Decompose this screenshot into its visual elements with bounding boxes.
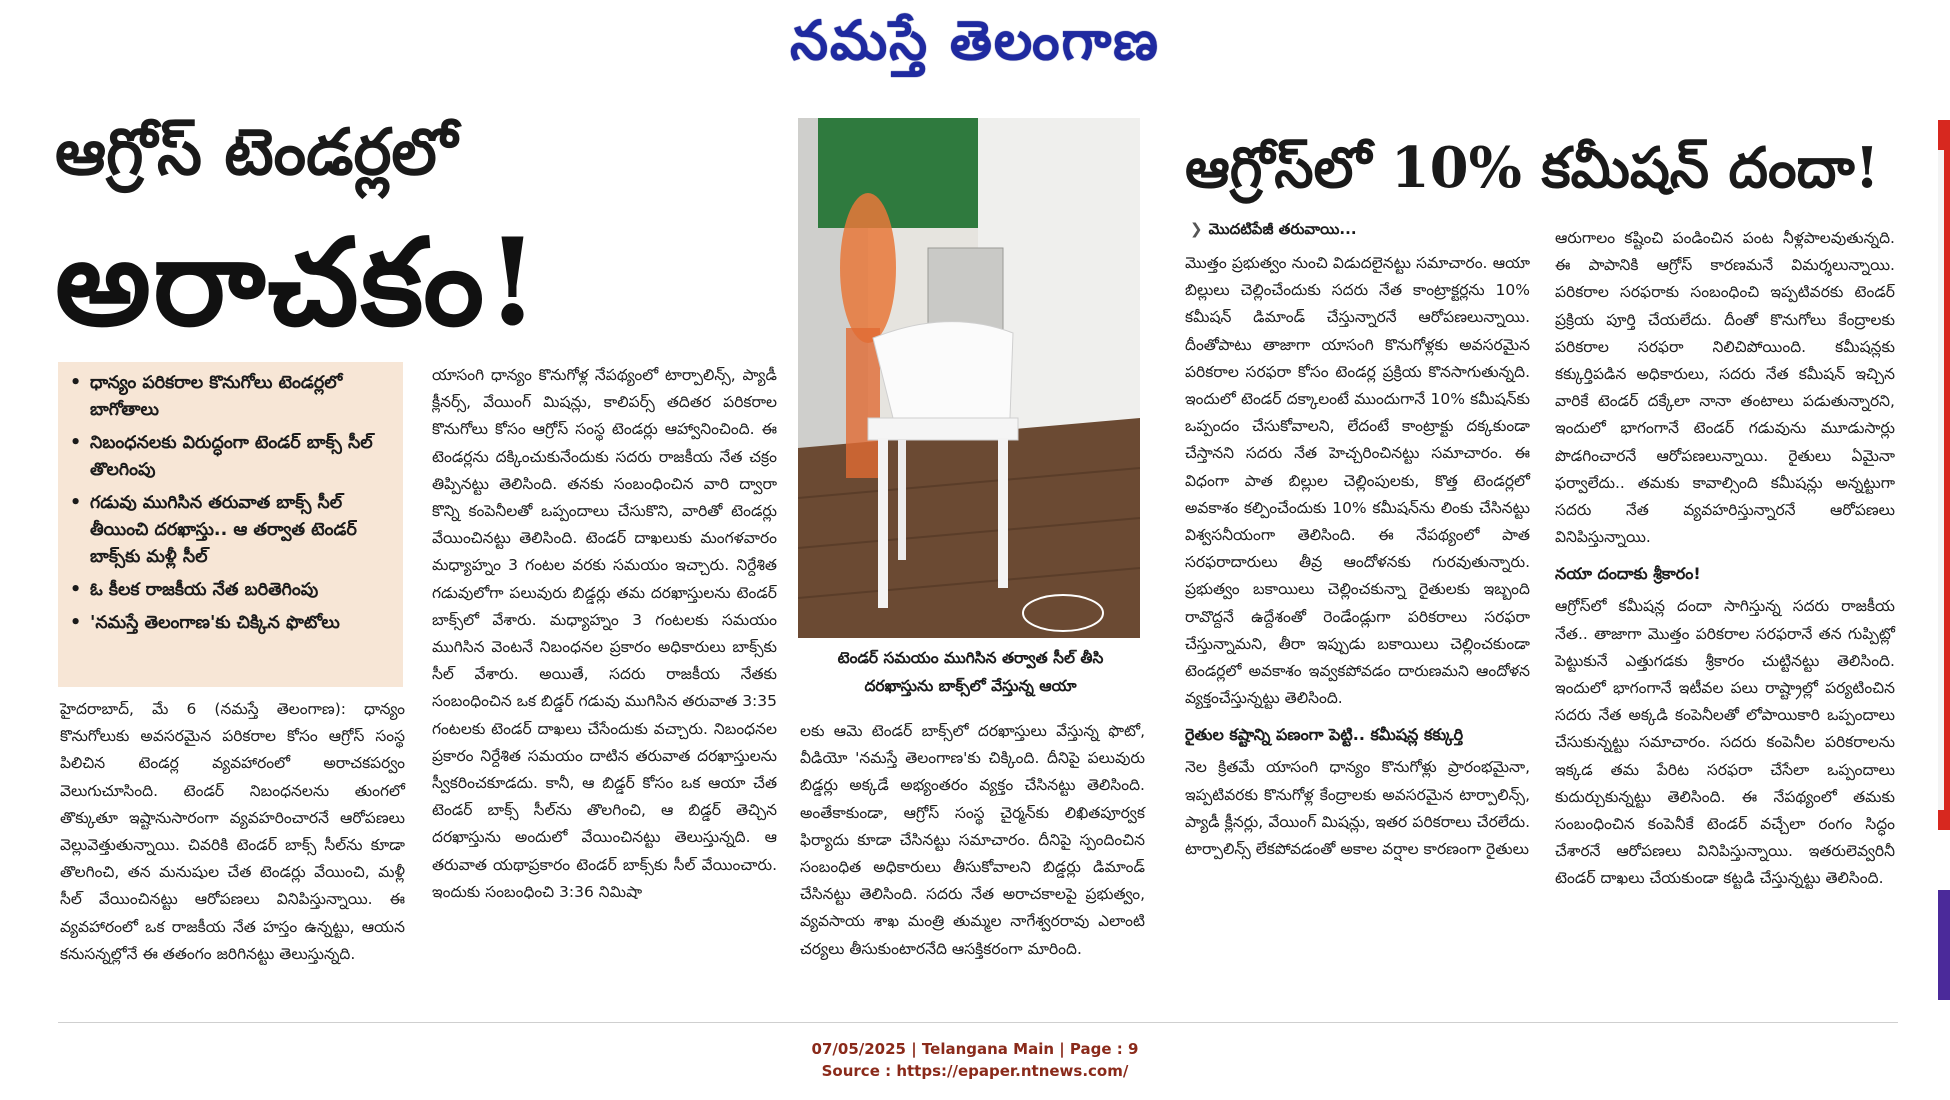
headline-line2: అరాచకం! xyxy=(55,212,541,353)
highlights-list xyxy=(68,370,393,637)
highlights-box xyxy=(58,362,403,687)
highlight-item: • గడువు ముగిసిన తరువాత బాక్స్ సీల్ తీయించి దరఖాస్తు.. ఆ తర్వాత టెండర్ బాక్స్‌కు మళ్లీ సీల్ xyxy=(68,490,393,571)
column-text: హైదరాబాద్, మే 6 (నమస్తే తెలంగాణ): ధాన్యం కొనుగోలుకు అవసరమైన పరికరాల కోసం ఆగ్రోస్ సంస్థ పిలిచిన టెండర్ల వ్యవహారంలో అరాచకపర్వం వెలుగుచూసింది. టెండర్ నిబంధనలను తుంగలో తొక్కుతూ ఇష్టానుసారంగా వ్యవహరించారనే ఆరోపణలు వెల్లువెత్తుతున్నాయి. చివరికి టెండర్ బాక్స్ సీల్‌ను కూడా తొలగించి, తన మనుషుల చేత టెండర్లు వేయించి, మళ్లీ సీల్ వేయించినట్టు ఆరోపణలు వినిపిస్తున్నాయి. ఈ వ్యవహారంలో ఒక రాజకీయ నేత హస్తం ఉన్నట్టు, ఆయన కనుసన్నల్లోనే ఈ తతంగం జరిగినట్టు తెలుస్తున్నది. xyxy=(60,700,405,963)
bullet-icon: • xyxy=(70,433,82,453)
column-text: మొత్తం ప్రభుత్వం నుంచి విడుదలైనట్టు సమాచారం. ఆయా బిల్లులు చెల్లించేందుకు సదరు నేత కాంట్రాక్టర్లను 10% కమీషన్ డిమాండ్ చేస్తున్నారనే ఆరోపణలున్నాయి. దీంతోపాటు తాజాగా యాసంగి కొనుగోళ్లకు అవసరమైన పరికరాల సరఫరా కోసం టెండర్ల ప్రక్రియ కొనసాగుతున్నది. ఇందులో టెండర్ దక్కాలంటే ముందుగానే 10% కమీషన్‌కు ఒప్పందం చేసుకోవాలని, లేదంటే కాంట్రాక్టు దక్కకుండా చేస్తానని సదరు నేత హెచ్చరించినట్టు సమాచారం. ఈ విధంగా పాత బిల్లుల చెల్లింపులకు, కొత్త టెండర్లలో అవకాశం కల్పించేందుకు 10% కమీషన్‌ను లింకు చేసినట్టు విశ్వసనీయంగా తెలిసింది. ఈ నేపథ్యంలో పాత సరఫరాదారులు తీవ్ర ఆందోళనకు గురవుతున్నారు. ప్రభుత్వం బకాయిలు చెల్లించకున్నా రైతులకు ఇబ్బంది రావొద్దనే ఉద్దేశంతో రెండేండ్లుగా పరికరాలు సరఫరా చేస్తున్నామని, తీరా ఇప్పుడు బకాయిలు చెల్లించకుండా టెండర్లలో అవకాశం ఇవ్వకపోవడం దారుణమని ఆందోళన వ్యక్తంచేస్తున్నట్టు తెలిసింది. xyxy=(1185,254,1530,708)
article-column-5 xyxy=(1555,225,1895,893)
photo-illustration xyxy=(798,118,1140,638)
headline-line1: ఆగ్రోస్ టెండర్లలో xyxy=(55,115,458,190)
chevron-right-icon: ❯ xyxy=(1190,220,1203,238)
masthead-title: నమస్తే తెలంగాణ xyxy=(790,8,1160,72)
article-column-2 xyxy=(432,362,777,906)
column-text: లకు ఆమె టెండర్ బాక్స్‌లో దరఖాస్తులు వేస్తున్న ఫొటో, వీడియో 'నమస్తే తెలంగాణ'కు చిక్కింది. దీనిపై పలువురు బిడ్డర్లు అక్కడే అభ్యంతరం వ్యక్తం చేసినట్టు తెలిసింది. అంతేకాకుండా, ఆగ్రోస్ సంస్థ చైర్మన్‌కు లిఖితపూర్వక ఫిర్యాదు కూడా చేసినట్టు సమాచారం. దీనిపై స్పందించిన సంబంధిత అధికారులు తీసుకోవాలని బిడ్డర్లు డిమాండ్ చేసినట్టు తెలిసింది. సదరు నేత అరాచకాలపై ప్రభుత్వం, వ్యవసాయ శాఖ మంత్రి తుమ్మల నాగేశ్వరరావు ఎలాంటి చర్యలు తీసుకుంటారనేది ఆసక్తికరంగా మారింది. xyxy=(800,722,1145,958)
column-text: ఆరుగాలం కష్టించి పండించిన పంట నీళ్లపాలవుతున్నది. ఈ పాపానికి ఆగ్రోస్ కారణమనే విమర్శలున్నాయి. పరికరాల సరఫరాకు సంబంధించి ఇప్పటివరకు టెండర్ ప్రక్రియ పూర్తి చేయలేదు. దీంతో కొనుగోలు కేంద్రాలకు పరికరాల సరఫరా నిలిచిపోయింది. కమీషన్లకు కక్కుర్తిపడిన అధికారులు, సదరు నేత కమీషన్ ఇచ్చిన వారికే టెండర్ దక్కేలా నానా తంటాలు పడుతున్నారని, ఇందులో భాగంగానే టెండర్ గడువును మూడుసార్లు పొడగించారనే ఆరోపణలున్నాయి. రైతులు ఏమైనా ఫర్వాలేదు.. తమకు కావాల్సింది కమీషన్లు అన్నట్టుగా సదరు నేత వ్యవహరిస్తున్నారనే ఆరోపణలు వినిపిస్తున్నాయి. xyxy=(1555,229,1895,547)
article-column-4 xyxy=(1185,250,1530,863)
subheading: రైతుల కష్టాన్ని పణంగా పెట్టి.. కమీషన్ల కక్కుర్తి xyxy=(1185,725,1464,745)
edge-white-strip xyxy=(1938,150,1944,810)
highlight-item: • ధాన్యం పరికరాల కొనుగోలు టెండర్లలో బాగోతాలు xyxy=(68,370,393,424)
masthead xyxy=(0,8,1950,86)
bullet-icon: • xyxy=(70,613,82,633)
footer xyxy=(0,1038,1950,1082)
column-text: యాసంగి ధాన్యం కొనుగోళ్ల నేపథ్యంలో టార్పాలిన్స్, ప్యాడీ క్లీనర్స్, వేయింగ్ మిషన్లు, కాలిపర్స్ తదితర పరికరాల కొనుగోలు కోసం ఆగ్రోస్ సంస్థ టెండర్లు ఆహ్వానించింది. ఈ టెండర్లను దక్కించుకునేందుకు సదరు రాజకీయ నేత చక్రం తిప్పినట్టు తెలిసింది. తనకు సంబంధించిన వారి ద్వారా కొన్ని కంపెనీలతో ఒప్పందాలు చేసుకొని, వారితో టెండర్లు వేయించినట్టు తెలిసింది. టెండర్ దాఖలుకు మంగళవారం మధ్యాహ్నం 3 గంటల వరకు సమయం ఇచ్చారు. నిర్దేశిత గడువులోగా పలువురు బిడ్డర్లు తమ దరఖాస్తులను టెండర్ బాక్స్‌లో వేశారు. మధ్యాహ్నం 3 గంటలకు సమయం ముగిసిన వెంటనే నిబంధనల ప్రకారం అధికారులు బాక్స్‌కు సీల్ వేశారు. అయితే, సదరు రాజకీయ నేతకు సంబంధించిన ఒక బిడ్డర్ గడువు ముగిసిన తరువాత 3:35 గంటలకు టెండర్ దాఖలు చేసేందుకు వచ్చారు. నిబంధనల ప్రకారం నిర్దేశిత సమయం దాటిన తరువాత దరఖాస్తులను స్వీకరించకూడదు. కానీ, ఆ బిడ్డర్ కోసం ఒక ఆయా చేత టెండర్ బాక్స్ సీల్‌ను తొలగించి, ఆ బిడ్డర్ తెచ్చిన దరఖాస్తును అందులో వేయించినట్టు తెలుస్తున్నది. ఆ తరువాత యథాప్రకారం టెండర్ బాక్స్‌కు సీల్ వేయించారు. ఇందుకు సంబంధించి 3:36 నిమిషా xyxy=(432,366,777,901)
footer-divider xyxy=(58,1022,1898,1023)
edge-purple-strip xyxy=(1938,890,1950,1000)
highlight-item: • 'నమస్తే తెలంగాణ'కు చిక్కిన ఫొటోలు xyxy=(68,610,393,637)
subheading: నయా దందాకు శ్రీకారం! xyxy=(1555,564,1701,584)
news-photo xyxy=(798,118,1140,638)
bullet-icon: • xyxy=(70,373,82,393)
right-headline: ఆగ్రోస్‌లో 10% కమీషన్ దందా! xyxy=(1185,135,1880,201)
highlight-item: • నిబంధనలకు విరుద్ధంగా టెండర్ బాక్స్ సీల్ తొలగింపు xyxy=(68,430,393,484)
column-text: నెల క్రితమే యాసంగి ధాన్యం కొనుగోళ్లు ప్రారంభమైనా, ఇప్పటివరకు కొనుగోళ్ల కేంద్రాలకు అవసరమైన టార్పాలిన్స్, ప్యాడీ క్లీనర్లు, వేయింగ్ మిషన్లు, ఇతర పరికరాలు చేరలేదు. టార్పాలిన్స్ లేకపోవడంతో అకాల వర్షాల కారణంగా రైతులు xyxy=(1185,758,1530,859)
bullet-icon: • xyxy=(70,580,82,600)
footer-date-line: 07/05/2025 | Telangana Main | Page : 9 xyxy=(811,1040,1139,1058)
article-column-1 xyxy=(60,696,405,968)
footer-source-link[interactable]: Source : https://epaper.ntnews.com/ xyxy=(821,1062,1129,1080)
bullet-icon: • xyxy=(70,493,82,513)
article-column-3 xyxy=(800,718,1145,963)
photo-caption: టెండర్ సమయం ముగిసిన తర్వాత సీల్ తీసి దరఖాస్తును బాక్స్‌లో వేస్తున్న ఆయా xyxy=(837,649,1104,695)
continued-label: ❯ మొదటిపేజీ తరువాయి... xyxy=(1190,220,1357,238)
column-text: ఆగ్రోస్‌లో కమీషన్ల దందా సాగిస్తున్న సదరు రాజకీయ నేత.. తాజాగా మొత్తం పరికరాల సరఫరానే తన గుప్పిట్లో పెట్టుకునే ఎత్తుగడకు శ్రీకారం చుట్టినట్టు తెలిసింది. ఇందులో భాగంగానే ఇటీవల పలు రాష్ట్రాల్లో పర్యటించిన సదరు నేత అక్కడి కంపెనీలతో లోపాయికారి ఒప్పందాలు చేసుకున్నట్టు సమాచారం. సదరు కంపెనీల పరికరాలను ఇక్కడ తమ పేరిట సరఫరా చేసేలా ఒప్పందాలు కుదుర్చుకున్నట్టు తెలిసింది. ఈ నేపథ్యంలో తమకు సంబంధించిన కంపెనీకే టెండర్ వచ్చేలా రంగం సిద్ధం చేశారనే ఆరోపణలు వినిపిస్తున్నాయి. ఇతరులెవ్వరినీ టెండర్ దాఖలు చేయకుండా కట్టడి చేస్తున్నట్టు తెలిసింది. xyxy=(1555,597,1895,888)
highlight-item: • ఓ కీలక రాజకీయ నేత బరితెగింపు xyxy=(68,577,393,604)
